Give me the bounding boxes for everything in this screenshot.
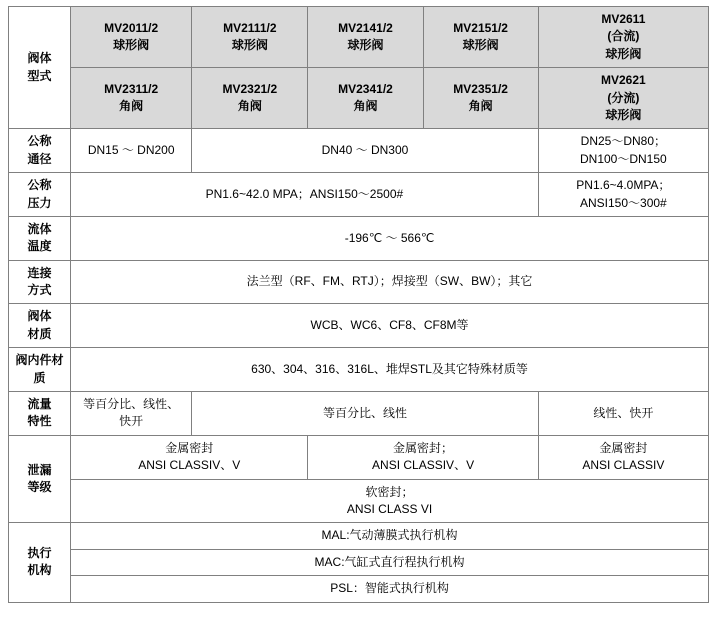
header-cell-mv2611 [538,7,708,68]
row-label-line: 材质 [27,326,52,341]
row-label-line: 阀体 [27,51,52,66]
row-label-line: 公称 [27,178,52,193]
cell-line: MAC:气缸式直行程执行机构 [314,554,465,569]
row-label-line: 泄漏 [27,462,52,477]
header-line: 球形阀 [605,107,642,122]
row-label-line: 连接 [27,265,52,280]
row-label-line: 温度 [27,239,52,254]
row-label-line: 阀内件材 [15,353,64,368]
cell-trim-material [71,348,709,392]
table-row-actuator-1 [9,523,709,549]
header-line: 球形阀 [605,46,642,61]
cell-line: 软密封； [365,484,414,499]
cell-line: ANSI CLASS VI [346,501,433,516]
row-label-line: 机构 [27,563,52,578]
cell-line: 线性、快开 [593,405,654,420]
row-label-line: 阀体 [27,309,52,324]
row-label-nominal-diameter [9,129,71,173]
table-row-connection-type [9,260,709,304]
table-header-row-1 [9,7,709,68]
header-cell-mv2351 [423,68,538,129]
row-label-line: 流量 [27,397,52,412]
cell-line: ANSI CLASSIV [582,458,665,473]
cell-nominal-pressure-2 [538,173,708,217]
header-line: (合流) [607,29,640,44]
header-cell-mv2151 [423,7,538,68]
table-row-trim-material [9,348,709,392]
cell-flow-characteristic-1 [71,392,192,436]
header-line: MV2321/2 [222,81,278,96]
cell-actuator-mac [71,549,709,575]
cell-line: DN15 ～ DN200 [87,143,175,158]
cell-actuator-psl [71,576,709,602]
header-cell-mv2011 [71,7,192,68]
header-line: MV2611 [601,12,646,26]
cell-line: 快开 [119,414,144,429]
cell-line: -196℃ ～ 566℃ [344,230,435,245]
header-line: (分流) [607,90,640,105]
row-label-connection-type [9,260,71,304]
header-line: MV2011/2 [104,20,159,35]
cell-line: 等百分比、线性 [322,405,407,420]
header-line: MV2141/2 [338,20,393,35]
row-label-line: 等级 [27,480,52,495]
cell-line: ANSI150～300# [579,195,667,210]
cell-line: 法兰型（RF、FM、RTJ）；焊接型（SW、BW）；其它 [246,274,533,289]
cell-line: DN40 ～ DN300 [321,143,409,158]
cell-line: 等百分比、线性、 [83,397,180,412]
header-line: MV2351/2 [453,81,508,96]
cell-actuator-mal [71,523,709,549]
cell-nominal-pressure-1 [71,173,539,217]
table-row-actuator-2 [9,549,709,575]
row-label-line: 执行 [27,546,52,561]
table-row-nominal-diameter [9,129,709,173]
row-label-line: 公称 [27,134,52,149]
cell-leakage-metal-3 [538,435,708,479]
cell-leakage-metal-2 [308,435,538,479]
row-label-nominal-pressure [9,173,71,217]
row-label-trim-material [9,348,71,392]
header-line: 角阀 [468,99,493,114]
cell-line: ANSI CLASSIV、V [138,458,241,473]
table-row-leakage-class-soft [9,479,709,523]
header-line: MV2311/2 [104,81,159,96]
table-row-fluid-temperature [9,216,709,260]
cell-flow-characteristic-3 [538,392,708,436]
cell-flow-characteristic-2 [192,392,538,436]
cell-line: 金属密封 [165,440,214,455]
header-line: MV2621 [601,73,646,88]
row-label-fluid-temperature [9,216,71,260]
cell-nominal-diameter-3 [538,129,708,173]
cell-line: PN1.6~4.0MPA； [576,178,671,193]
cell-line: DN100～DN150 [580,151,667,166]
cell-line: WCB、WC6、CF8、CF8M等 [310,318,469,333]
cell-line: MAL:气动薄膜式执行机构 [321,528,458,543]
row-label-flow-characteristic [9,392,71,436]
table-row-body-material [9,304,709,348]
cell-body-material [71,304,709,348]
cell-nominal-diameter-2 [192,129,538,173]
cell-nominal-diameter-1 [71,129,192,173]
header-line: MV2341/2 [338,81,393,96]
cell-connection-type [71,260,709,304]
cell-line: ANSI CLASSIV、V [372,458,475,473]
cell-line: DN25～DN80； [580,134,667,149]
row-label-line: 型式 [27,68,52,83]
cell-line: 金属密封； [393,440,454,455]
cell-leakage-soft [71,479,709,523]
header-cell-mv2341 [308,68,423,129]
header-cell-mv2621 [538,68,708,129]
header-line: 角阀 [119,99,144,114]
header-line: 球形阀 [347,38,384,53]
table-row-nominal-pressure [9,173,709,217]
header-cell-mv2321 [192,68,308,129]
header-line: 球形阀 [462,38,499,53]
header-cell-mv2141 [308,7,423,68]
row-label-line: 方式 [27,283,52,298]
row-label-leakage-class [9,435,71,523]
header-line: MV2111/2 [223,20,277,35]
row-label-valve-body-type [9,7,71,129]
table-header-row-2 [9,68,709,129]
header-line: 角阀 [353,99,378,114]
cell-leakage-metal-1 [71,435,308,479]
cell-line: PN1.6~42.0 MPA；ANSI150～2500# [205,186,404,201]
header-line: 球形阀 [113,38,150,53]
cell-fluid-temperature [71,216,709,260]
header-line: 角阀 [237,99,262,114]
table-row-actuator-3 [9,576,709,602]
header-cell-mv2111 [192,7,308,68]
valve-specification-table [8,6,709,603]
cell-line: PSL：智能式执行机构 [330,581,449,596]
row-label-line: 质 [33,370,46,385]
row-label-line: 压力 [27,195,52,210]
row-label-line: 通径 [27,151,52,166]
header-cell-mv2311 [71,68,192,129]
table-row-leakage-class-metal [9,435,709,479]
row-label-actuator [9,523,71,602]
row-label-body-material [9,304,71,348]
header-line: MV2151/2 [453,20,508,35]
header-line: 球形阀 [231,38,268,53]
row-label-line: 特性 [27,414,52,429]
row-label-line: 流体 [27,221,52,236]
cell-line: 630、304、316、316L、堆焊STL及其它特殊材质等 [251,361,528,376]
table-row-flow-characteristic [9,392,709,436]
cell-line: 金属密封 [599,440,648,455]
